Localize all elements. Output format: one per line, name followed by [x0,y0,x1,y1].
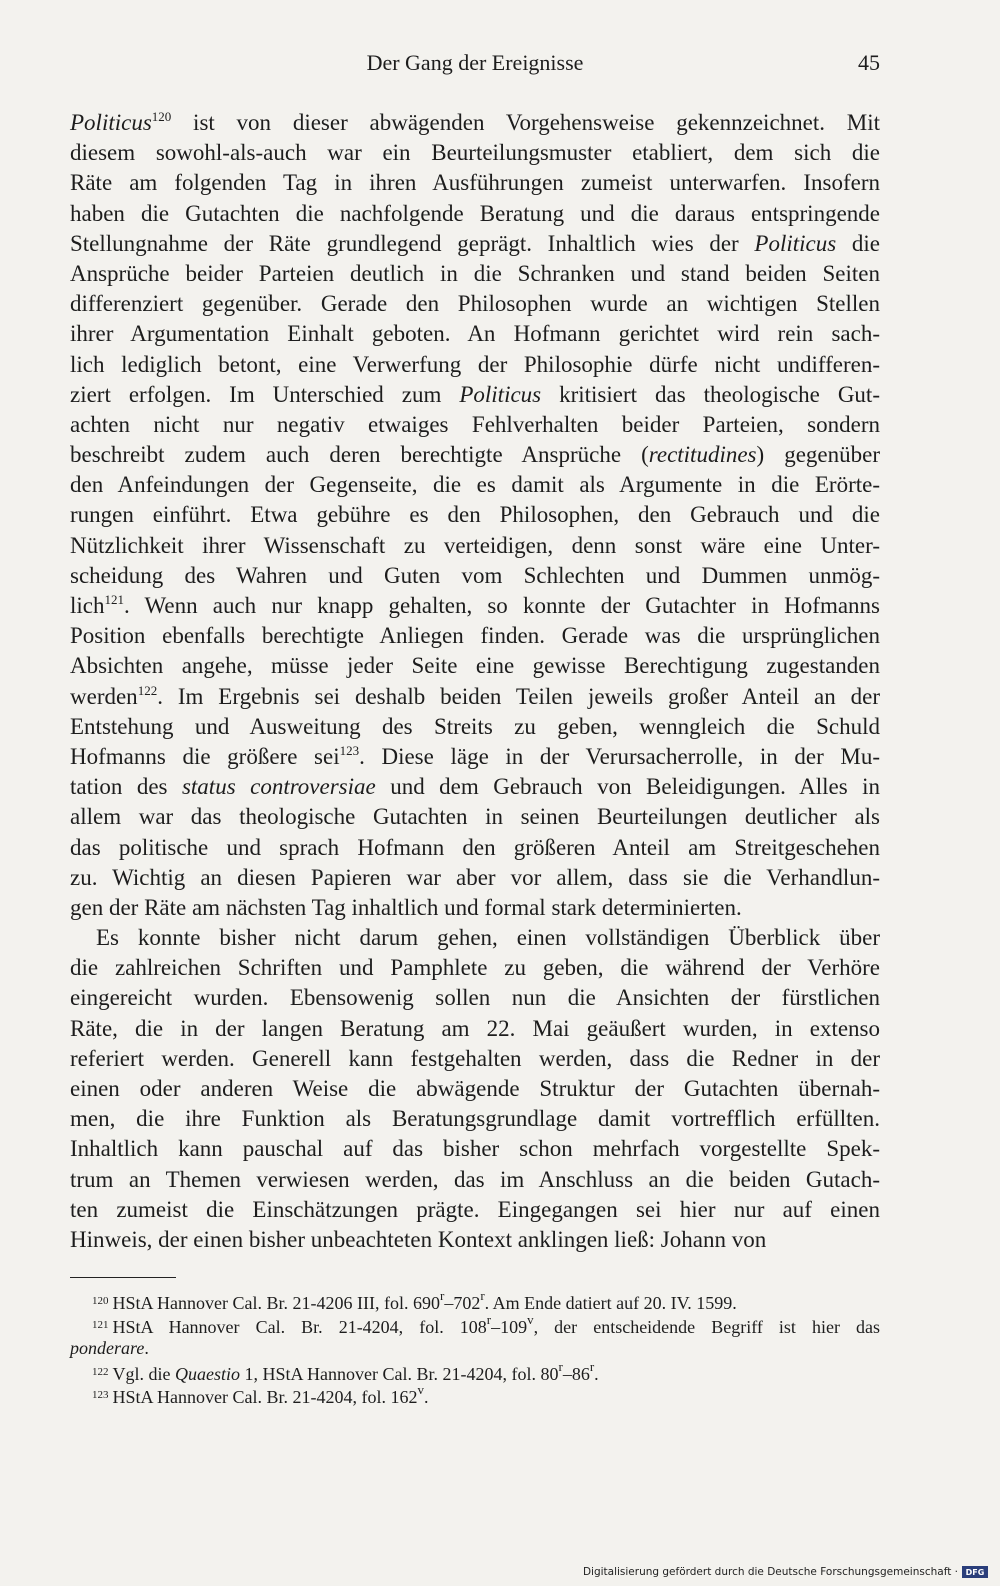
superscript: 120 [151,109,172,124]
text-line [70,138,880,168]
italic-text: Quaestio [175,1363,240,1384]
text-run: . [594,1363,599,1384]
text-line [70,410,880,440]
text-run: Inhaltlich kann pauschal auf das bisher schon mehrfach vorgestellte Spek- [70,1136,880,1162]
footnote-number: 121 [92,1318,109,1331]
text-run: und dem Gebrauch von Beleidigungen. Alles in [375,774,881,800]
text-run: HStA Hannover Cal. Br. 21-4204, fol. 162 [112,1387,418,1408]
text-line [70,531,880,561]
text-run: men, die ihre Funktion als Beratungsgrundlage damit vortrefflich erfüllten. [70,1106,880,1132]
footnote-line [70,1290,880,1314]
text-line [70,983,880,1013]
text-line [70,561,880,591]
superscript: r [589,1358,595,1374]
text-run: rungen einführt. Etwa gebühre es den Philosophen, den Gebrauch und die [70,502,880,528]
text-line [70,259,880,289]
superscript: r [558,1358,563,1374]
page-number: 45 [858,50,880,75]
text-run: ist von dieser abwägenden Vorgehensweise gekennzeichnet. Mit [171,110,880,135]
digitization-footer [583,1564,988,1580]
text-line [70,742,880,772]
text-run: . Diese läge in der Verursacherrolle, in der Mu- [359,743,880,769]
superscript: 122 [137,682,158,698]
text-line [70,1195,880,1225]
footnote-number: 122 [92,1365,109,1378]
text-run: 1, HStA Hannover Cal. Br. 21-4204, fol. 80 [240,1363,559,1384]
text-line [70,168,880,198]
text-run: Ansprüche beider Parteien deutlich in die Schranken und stand beiden Seiten [70,260,880,286]
italic-text: ponderare [70,1338,145,1359]
text-run: Es konnte bisher nicht darum gehen, einen vollständigen Überblick über [96,925,880,951]
italic-text: Politicus [459,381,542,407]
superscript: r [439,1288,445,1303]
text-run: . Wenn auch nur knapp gehalten, so konnte der Gutachter in Hofmanns [124,593,880,618]
text-run: Vgl. die [112,1363,175,1384]
superscript: v [527,1311,534,1327]
footnote-line [70,1311,880,1338]
text-run: Räte am folgenden Tag in ihren Ausführungen zumeist unterwarfen. Insofern [70,170,880,196]
text-run: –86 [562,1363,590,1384]
text-line [70,1225,880,1255]
text-line [70,1104,880,1134]
text-run: die [836,230,880,256]
text-line [70,500,880,530]
text-run: . [423,1387,429,1408]
text-run: die zahlreichen Schriften und Pamphlete zu geben, die während der Verhöre [70,955,880,981]
text-run: Entstehung und Ausweitung des Streits zu geben, wenngleich die Schuld [70,713,880,739]
text-run: ) gegenüber [756,442,880,468]
text-line [70,440,880,470]
text-run: diesem sowohl-als-auch war ein Beurteilungsmuster etabliert, dem sich die [70,140,880,166]
running-title: Der Gang der Ereignisse [366,50,584,75]
text-run: Absichten angehe, müsse jeder Seite eine gewisse Berechtigung zugestanden [70,653,880,679]
text-run: , der entscheidende Begriff ist hier das [533,1316,880,1337]
superscript: r [486,1311,492,1327]
text-line [70,591,880,621]
footnote-number: 120 [92,1295,109,1307]
text-run: referiert werden. Generell kann festgehalten werden, dass die Redner in der [70,1045,880,1071]
text-run: lich lediglich betont, eine Verwerfung der Philosophie dürfe nicht undifferen- [70,351,880,377]
text-line [70,289,880,319]
text-run: ihrer Argumentation Einhalt geboten. An Hofmann gerichtet wird rein sach- [70,321,880,347]
text-run: Position ebenfalls berechtigte Anliegen finden. Gerade was die ursprünglichen [70,623,880,649]
text-line [70,1044,880,1074]
text-run: lich [70,593,105,618]
superscript: 123 [339,742,360,758]
footnote-number: 123 [92,1389,109,1402]
text-run: . Am Ende datiert auf 20. IV. 1599. [484,1293,737,1313]
body-text [70,108,880,1255]
text-run: das politische und sprach Hofmann den größeren Anteil am Streitgeschehen [70,834,880,860]
text-run: tation des [70,774,182,800]
text-line [70,229,880,259]
footer-text: Digitalisierung gefördert durch die Deutsche Forschungsgemeinschaft · [582,1566,958,1578]
text-run: Nützlichkeit ihrer Wissenschaft zu verteidigen, denn sonst wäre eine Unter- [70,532,880,558]
text-line [70,833,880,863]
italic-text: Politicus [70,110,152,135]
text-line [70,319,880,349]
footnote-rule [70,1277,176,1278]
italic-text: rectitudines [648,442,757,468]
italic-text: Politicus [754,230,837,256]
superscript: 121 [104,592,124,607]
text-run: HStA Hannover Cal. Br. 21-4206 III, fol. 690 [112,1293,440,1313]
text-run: achten nicht nur negativ etwaiges Fehlverhalten beider Parteien, sondern [70,411,880,437]
superscript: v [417,1382,424,1398]
text-line [70,199,880,229]
text-line [70,380,880,410]
text-run: den Anfeindungen der Gegenseite, die es damit als Argumente in die Erörte- [70,472,880,498]
text-line [70,953,880,983]
footnote-line [70,1337,880,1361]
text-run: eingereicht wurden. Ebensowenig sollen nun die Ansichten der fürstlichen [70,985,880,1011]
text-run: zu. Wichtig an diesen Papieren war aber vor allem, dass sie die Verhandlun- [70,864,880,890]
text-run: scheidung des Wahren und Guten vom Schlechten und Dummen unmög- [70,562,880,588]
text-run: Stellungnahme der Räte grundlegend geprägt. Inhaltlich wies der [70,230,755,256]
dfg-logo-icon: DFG [962,1566,988,1578]
text-line [70,1134,880,1164]
text-run: haben die Gutachten die nachfolgende Beratung und die daraus entspringende [70,200,880,226]
text-run: –702 [444,1293,481,1313]
text-line [70,893,880,923]
text-run: beschreibt zudem auch deren berechtigte Ansprüche ( [70,442,649,468]
text-run: ziert erfolgen. Im Unterschied zum [70,381,460,407]
text-line [70,802,880,832]
footnote-line [70,1358,880,1385]
text-run: ten zumeist die Einschätzungen prägte. Eingegangen sei hier nur auf einen [70,1196,880,1222]
text-line [70,621,880,651]
text-run: . [144,1338,149,1359]
text-run: . Im Ergebnis sei deshalb beiden Teilen jeweils großer Anteil an der [157,683,880,709]
text-run: Hofmanns die größere sei [70,743,340,769]
text-run: Räte, die in der langen Beratung am 22. Mai geäußert wurden, in extenso [70,1015,880,1041]
text-line [70,923,880,953]
text-run: einen oder anderen Weise die abwägende Struktur der Gutachten übernah- [70,1076,880,1101]
text-line [70,712,880,742]
text-line [70,350,880,380]
text-line [70,651,880,681]
text-run: HStA Hannover Cal. Br. 21-4204, fol. 108 [112,1316,487,1337]
running-head [70,50,880,80]
text-line [70,470,880,500]
footnotes [70,1290,880,1408]
text-line [70,682,880,712]
italic-text: status controversiae [181,774,376,800]
text-line [70,1014,880,1044]
text-run: differenziert gegenüber. Gerade den Philosophen wurde an wichtigen Stellen [70,291,880,317]
text-line [70,863,880,893]
superscript: r [480,1288,485,1303]
footnote-line [70,1384,880,1408]
text-run: Hinweis, der einen bisher unbeachteten Kontext anklingen ließ: Johann von [70,1226,767,1252]
text-run: gen der Räte am nächsten Tag inhaltlich und formal stark determinierten. [70,894,742,920]
text-line [70,772,880,802]
text-line [70,108,880,138]
text-run: –109 [491,1316,528,1337]
text-run: werden [70,683,138,709]
text-run: trum an Themen verwiesen werden, das im Anschluss an die beiden Gutach- [70,1166,880,1192]
text-run: allem war das theologische Gutachten in seinen Beurteilungen deutlicher als [70,804,880,830]
text-line [70,1074,880,1104]
text-run: kritisiert das theologische Gut- [541,381,880,407]
text-line [70,1165,880,1195]
